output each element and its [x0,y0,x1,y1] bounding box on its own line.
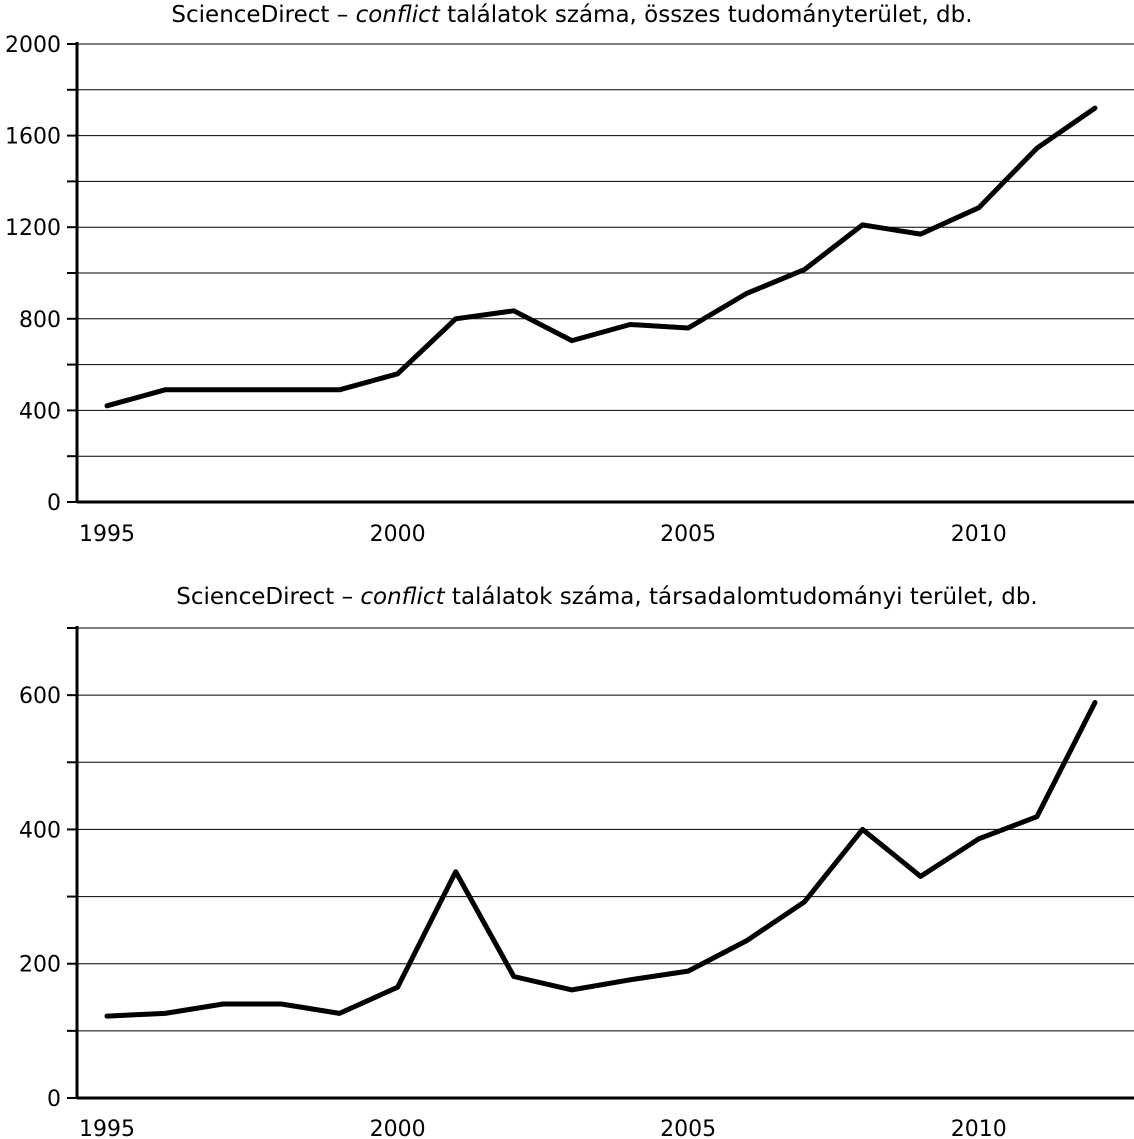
chart-title: ScienceDirect – conflict találatok száma, társadalomtudományi terület, db. [176,584,1038,610]
y-tick-label: 400 [19,399,61,425]
y-tick-label: 200 [19,952,61,978]
x-tick-label: 2005 [660,1117,717,1139]
y-tick-label: 0 [47,1087,61,1112]
x-tick-label: 1995 [79,1117,135,1139]
x-tick-label: 2005 [660,522,717,547]
x-tick-label: 2000 [369,1117,426,1139]
series-line [107,703,1095,1017]
y-tick-label: 600 [19,684,61,710]
y-tick-label: 2000 [5,33,61,58]
chart-title: ScienceDirect – conflict találatok száma, összes tudományterület, db. [171,2,973,28]
x-tick-label: 2010 [950,522,1007,547]
x-tick-label: 2000 [369,522,426,547]
y-tick-label: 800 [19,307,61,333]
chart-all-fields [5,2,1134,547]
series-line [107,108,1095,406]
y-tick-label: 1200 [5,216,61,242]
y-tick-label: 0 [47,491,61,516]
x-tick-label: 1995 [79,522,135,547]
x-tick-label: 2010 [950,1117,1007,1139]
y-tick-label: 1600 [5,124,61,150]
chart-social-sciences [19,584,1134,1139]
y-tick-label: 400 [19,818,61,844]
